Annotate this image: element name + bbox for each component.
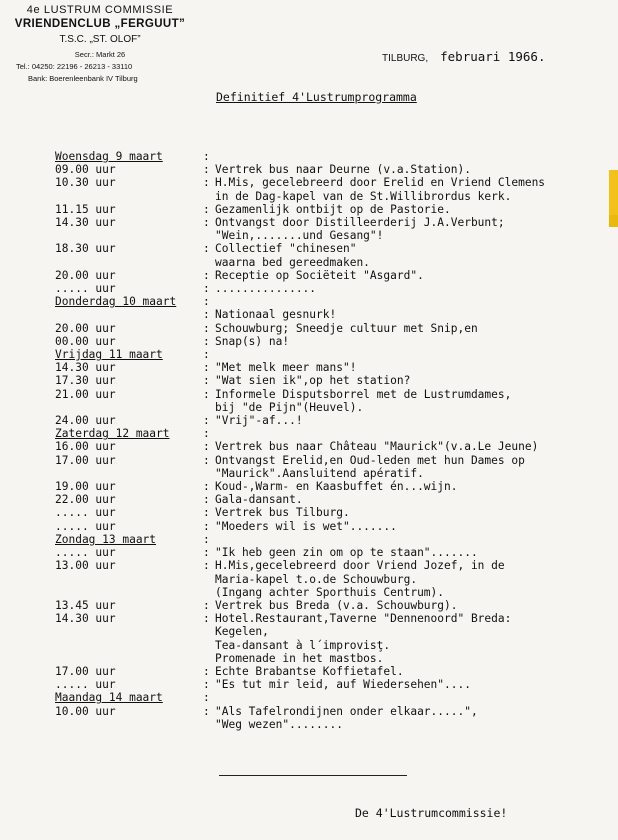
colon-separator: : — [203, 361, 210, 375]
entry-line: Tea-dansant à l´improvisţ. — [215, 638, 391, 652]
colon-separator: : — [203, 559, 210, 573]
entry-line: "Es tut mir leid, auf Wiedersehen".... — [215, 678, 471, 692]
entry-description — [215, 599, 457, 612]
entry-time: 14.30 uur — [55, 216, 116, 230]
colon-separator: : — [203, 414, 210, 428]
yellow-tape-mark — [609, 170, 618, 215]
entry-time: 18.30 uur — [55, 242, 116, 256]
schedule-entry — [55, 440, 545, 453]
entry-line: Schouwburg; Sneedje cultuur met Snip,en — [215, 321, 478, 335]
entry-time — [55, 308, 203, 321]
colon-separator: : — [203, 163, 210, 177]
document-date: februari 1966. — [440, 49, 546, 64]
colon-separator: : — [203, 480, 210, 494]
entry-line: "Ik heb geen zin om op te staan"....... — [215, 546, 478, 560]
entry-description — [215, 493, 303, 506]
entry-time: 17.30 uur — [55, 374, 116, 388]
entry-line: "Wat sien ik",op het station? — [215, 374, 411, 388]
schedule-entry — [55, 612, 545, 665]
entry-description — [215, 335, 289, 348]
colon-separator: : — [203, 216, 210, 230]
entry-time: 19.00 uur — [55, 480, 116, 494]
entry-time: 24.00 uur — [55, 414, 116, 428]
colon-separator: : — [203, 321, 210, 335]
entry-line: "Als Tafelrondijnen onder elkaar.....", — [215, 704, 478, 718]
day-cell — [55, 348, 203, 361]
colon-separator: : — [203, 282, 210, 296]
day-cell — [55, 533, 203, 546]
entry-time: 09.00 uur — [55, 163, 116, 177]
schedule-entry — [55, 520, 545, 533]
entry-line: "Weg wezen"........ — [215, 717, 343, 731]
entry-line: Gezamenlijk ontbijt op de Pastorie. — [215, 202, 451, 216]
entry-line: Promenade in het mastbos. — [215, 651, 384, 665]
colon-separator: : — [203, 664, 210, 678]
day-label: Vrijdag 11 maart — [55, 348, 163, 362]
day-cell — [55, 295, 203, 308]
signature-line — [219, 775, 407, 776]
colon-separator: : — [203, 202, 210, 216]
entry-line: Gala-dansant. — [215, 493, 303, 507]
entry-description — [215, 203, 451, 216]
entry-line: "Maurick".Aansluitend apératif. — [215, 466, 424, 480]
colon-separator: : — [203, 334, 210, 348]
schedule-entry — [55, 374, 545, 387]
letterhead-address: Secr.: Markt 26 — [74, 50, 126, 59]
entry-time: 17.00 uur — [55, 664, 116, 678]
colon-separator: : — [203, 691, 210, 705]
entry-time: 16.00 uur — [55, 440, 116, 454]
colon-separator: : — [203, 506, 210, 520]
letterhead — [0, 4, 200, 85]
colon-separator: : — [203, 678, 210, 692]
entry-line: Vertrek bus naar Château "Maurick"(v.a.Le Jeune) — [215, 440, 539, 454]
entry-description — [215, 506, 350, 519]
entry-line: Echte Brabantse Koffietafel. — [215, 664, 404, 678]
day-header-row — [55, 348, 545, 361]
entry-time: 00.00 uur — [55, 334, 116, 348]
colon-separator: : — [203, 308, 210, 322]
colon-separator: : — [203, 295, 210, 309]
schedule-entry — [55, 388, 545, 414]
entry-time: 20.00 uur — [55, 268, 116, 282]
schedule-entry — [55, 335, 545, 348]
entry-time: 22.00 uur — [55, 493, 116, 507]
entry-line: Koud-,Warm- en Kaasbuffet én...wijn. — [215, 480, 458, 494]
entry-line: Nationaal gesnurk! — [215, 308, 337, 322]
entry-description — [215, 546, 478, 559]
day-header-row — [55, 691, 545, 704]
entry-line: Ontvangst Erelid,en Oud-leden met hun Dames op — [215, 453, 525, 467]
entry-time: 10.00 uur — [55, 704, 116, 718]
colon-separator: : — [203, 176, 210, 190]
entry-description — [215, 480, 457, 493]
day-header-row — [55, 533, 545, 546]
day-cell — [55, 691, 203, 704]
entry-time: 11.15 uur — [55, 202, 116, 216]
entry-time: ..... uur — [55, 506, 116, 520]
schedule-entry — [55, 216, 545, 242]
entry-line: bij "de Pijn"(Heuvel). — [215, 400, 364, 414]
entry-description — [215, 414, 303, 427]
entry-line: waarna bed gereedmaken. — [215, 255, 370, 269]
colon-separator: : — [203, 242, 210, 256]
day-label: Zaterdag 12 maart — [55, 427, 170, 441]
day-cell — [55, 427, 203, 440]
colon-separator: : — [203, 387, 210, 401]
entry-description — [215, 242, 370, 268]
schedule-entry — [55, 269, 545, 282]
schedule-entry — [55, 176, 545, 202]
entry-line: Vertrek bus naar Deurne (v.a.Station). — [215, 163, 471, 177]
entry-description — [215, 454, 525, 480]
schedule-entry — [55, 665, 545, 678]
colon-separator: : — [203, 427, 210, 441]
colon-separator: : — [203, 519, 210, 533]
place-date — [382, 49, 545, 64]
entry-description — [215, 163, 471, 176]
schedule-entry — [55, 361, 545, 374]
entry-description — [215, 665, 404, 678]
entry-time: ..... uur — [55, 519, 116, 533]
entry-line: Vertrek bus Breda (v.a. Schouwburg). — [215, 598, 458, 612]
schedule-entry — [55, 242, 545, 268]
schedule-entry — [55, 493, 545, 506]
schedule-entry — [55, 163, 545, 176]
entry-line: (Ingang achter Sporthuis Centrum). — [215, 585, 445, 599]
entry-description — [215, 322, 478, 335]
entry-line: H.Mis,gecelebreerd door Vriend Jozef, in de — [215, 559, 505, 573]
entry-description — [215, 374, 410, 387]
schedule-entry — [55, 506, 545, 519]
schedule-entry — [55, 705, 545, 731]
colon-separator: : — [203, 348, 210, 362]
day-cell — [55, 150, 203, 163]
entry-time: 14.30 uur — [55, 361, 116, 375]
signature: De 4'Lustrumcommissie! — [355, 806, 508, 820]
entry-line: Ontvangst door Distilleerderij J.A.Verbunt; — [215, 216, 505, 230]
entry-description — [215, 216, 505, 242]
entry-description — [215, 269, 424, 282]
entry-line: "Vrij"-af...! — [215, 414, 303, 428]
colon-separator: : — [203, 268, 210, 282]
schedule-entry — [55, 454, 545, 480]
entry-time: ..... uur — [55, 282, 116, 296]
colon-separator: : — [203, 440, 210, 454]
day-label: Woensdag 9 maart — [55, 150, 163, 163]
entry-time: 14.30 uur — [55, 612, 116, 626]
entry-time: 17.00 uur — [55, 453, 116, 467]
entry-line: Maria-kapel t.o.de Schouwburg. — [215, 572, 418, 586]
place-name: TILBURG, — [382, 53, 429, 64]
colon-separator: : — [203, 546, 210, 560]
entry-line: Hotel.Restaurant,Taverne "Dennenoord" Breda: — [215, 612, 512, 626]
colon-separator: : — [203, 532, 210, 546]
day-label: Zondag 13 maart — [55, 532, 157, 546]
schedule-entry — [55, 559, 545, 599]
entry-line: Informele Disputsborrel met de Lustrumdames, — [215, 387, 512, 401]
entry-description — [215, 705, 478, 731]
colon-separator: : — [203, 453, 210, 467]
entry-description — [215, 612, 511, 665]
entry-time: 13.00 uur — [55, 559, 116, 573]
schedule-entry — [55, 599, 545, 612]
entry-time: 21.00 uur — [55, 387, 116, 401]
day-label: Donderdag 10 maart — [55, 295, 177, 309]
colon-separator: : — [203, 598, 210, 612]
document-title: Definitief 4'Lustrumprogramma — [216, 90, 417, 104]
entry-description — [215, 388, 511, 414]
letterhead-club: VRIENDENCLUB „FERGUUT” — [14, 18, 186, 30]
entry-description — [215, 361, 356, 374]
letterhead-bank: Bank: Boerenleenbank IV Tilburg — [28, 74, 138, 83]
entry-time: ..... uur — [55, 678, 116, 692]
day-header-row — [55, 150, 545, 163]
entry-line: ............... — [215, 282, 317, 296]
day-label: Maandag 14 maart — [55, 691, 163, 705]
yellow-tape-mark — [609, 215, 618, 227]
colon-separator: : — [203, 374, 210, 388]
day-header-row — [55, 295, 545, 308]
schedule-entry — [55, 480, 545, 493]
program-schedule — [55, 150, 545, 731]
schedule-entry — [55, 546, 545, 559]
entry-line: Kegelen, — [215, 625, 269, 639]
colon-separator: : — [203, 150, 210, 163]
day-header-row — [55, 427, 545, 440]
colon-separator: : — [203, 493, 210, 507]
schedule-entry — [55, 203, 545, 216]
letterhead-society: T.S.C. „ST. OLOF” — [59, 34, 141, 45]
schedule-entry — [55, 282, 545, 295]
entry-line: Collectief "chinesen" — [215, 242, 357, 256]
entry-line: "Wein,.......und Gesang"! — [215, 229, 384, 243]
schedule-entry — [55, 322, 545, 335]
entry-description — [215, 520, 397, 533]
entry-time: ..... uur — [55, 546, 116, 560]
letterhead-phone: Tel.: 04250: 22196 - 26213 - 33110 — [16, 62, 133, 71]
entry-description — [215, 282, 316, 295]
schedule-entry — [55, 678, 545, 691]
entry-time: 10.30 uur — [55, 176, 116, 190]
entry-time: 20.00 uur — [55, 321, 116, 335]
entry-description — [215, 308, 336, 321]
entry-description — [215, 176, 545, 202]
entry-line: Snap(s) na! — [215, 334, 290, 348]
entry-line: H.Mis, gecelebreerd door Erelid en Vriend Clemens — [215, 176, 546, 190]
entry-time: 13.45 uur — [55, 598, 116, 612]
entry-line: "Moeders wil is wet"....... — [215, 519, 397, 533]
letterhead-committee: 4e LUSTRUM COMMISSIE — [26, 4, 174, 16]
entry-line: Vertrek bus Tilburg. — [215, 506, 350, 520]
entry-line: in de Dag-kapel van de St.Willibrordus kerk. — [215, 189, 512, 203]
entry-description — [215, 559, 505, 599]
entry-description — [215, 440, 538, 453]
schedule-entry — [55, 414, 545, 427]
schedule-entry — [55, 308, 545, 321]
entry-line: Receptie op Sociëteit "Asgard". — [215, 268, 424, 282]
colon-separator: : — [203, 704, 210, 718]
entry-line: "Met melk meer mans"! — [215, 361, 357, 375]
colon-separator: : — [203, 612, 210, 626]
entry-description — [215, 678, 471, 691]
